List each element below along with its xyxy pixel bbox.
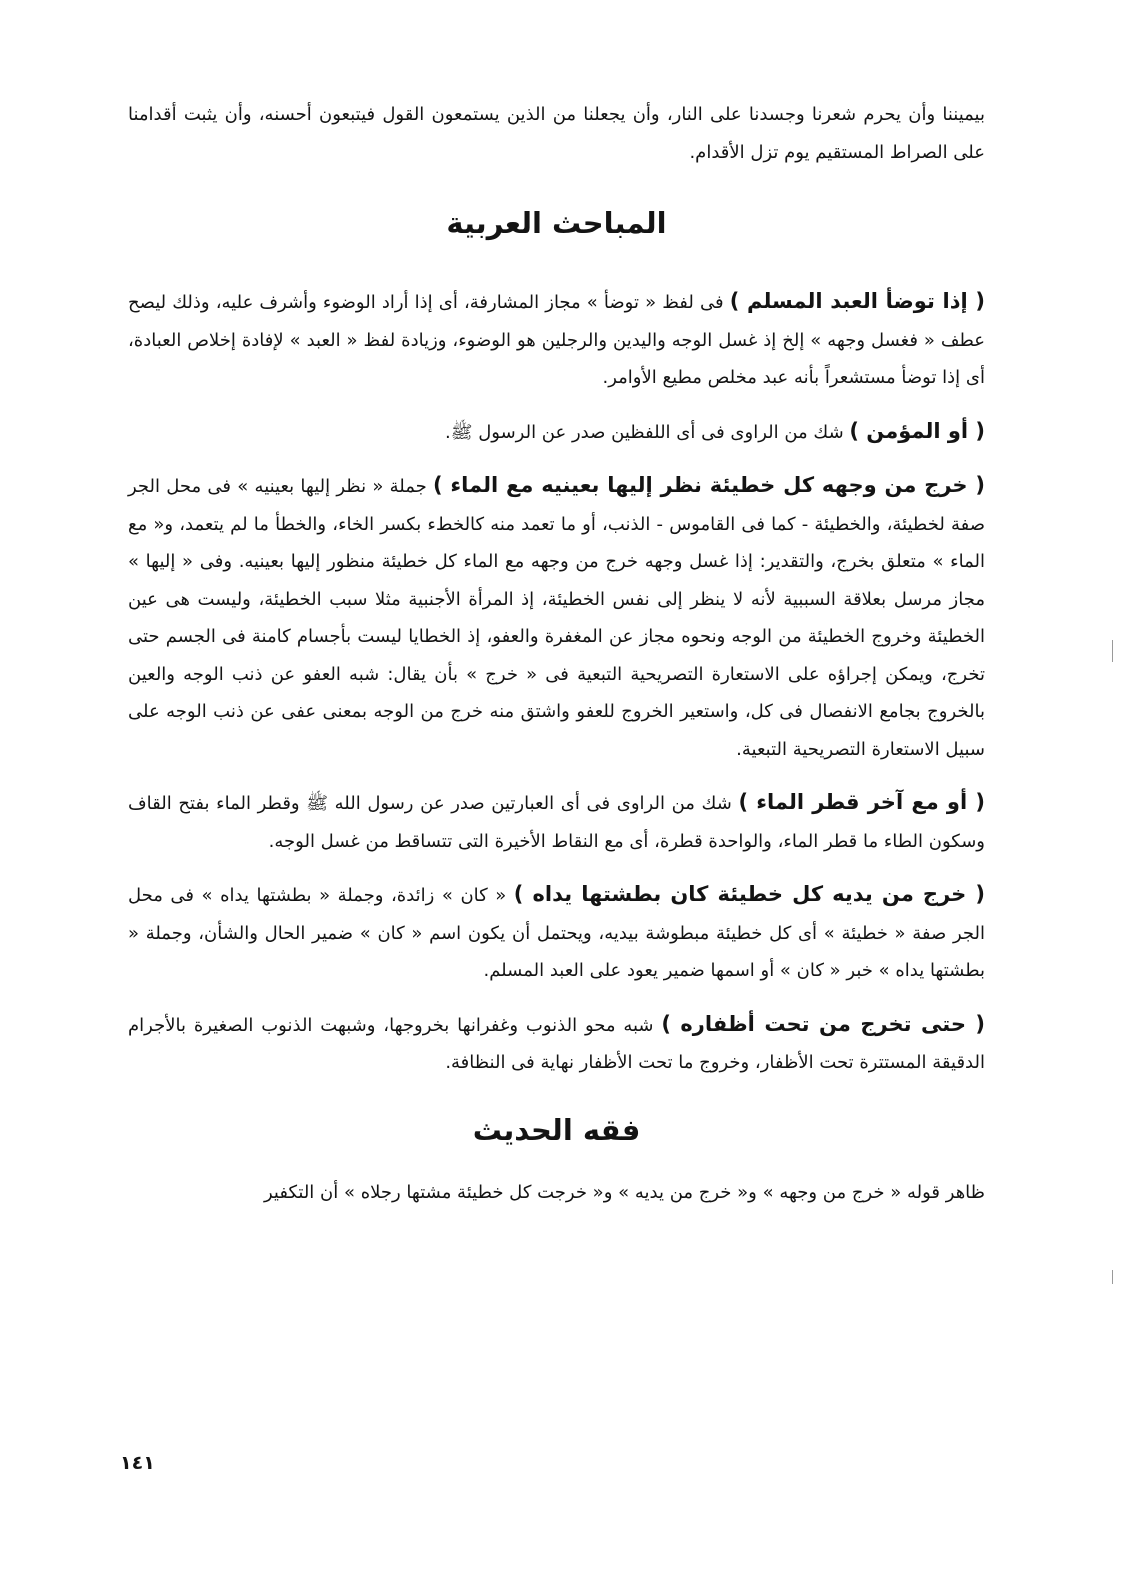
explanation-text-4: شك من الراوى فى أى العبارتين صدر عن رسول الله ﷺ وقطر الماء بفتح القاف وسكون الطاء ما قطر الماء، والواحدة قطرة، أى مع النقاط الأخيرة التى تتساقط من غسل الوجه. bbox=[128, 793, 985, 852]
explanation-item-4 bbox=[128, 784, 985, 860]
explanation-text-5: « كان » زائدة، وجملة « بطشتها يداه » فى محل الجر صفة « خطيئة » أى كل خطيئة مبطوشة بيديه، ويحتمل أن يكون اسم « كان » ضمير الحال والشأن، وجملة « بطشتها يداه » خبر « كان » أو اسمها ضمير يعود على العبد المسلم. bbox=[128, 885, 985, 981]
lemma-1: ( إذا توضأ العبد المسلم ) bbox=[729, 289, 986, 313]
explanation-text-3: جملة « نظر إليها بعينيه » فى محل الجر صفة لخطيئة، والخطيئة - كما فى القاموس - الذنب، أو ما تعمد منه كالخطء بكسر الخاء، والخطأ ما لم يتعمد، و« مع الماء » متعلق بخرج، والتقدير: إذا غسل وجهه خرج من وجهه مع الماء كل خطيئة منظور إليها بعينيه. وفى « إليها » مجاز مرسل بعلاقة السببية لأنه لا ينظر إلى نفس الخطيئة، إذ المرأة الأجنبية مثلا سبب الخطيئة، وليست هى عين الخطيئة وخروج الخطيئة من الوجه ونحوه مجاز عن المغفرة والعفو، إذ الخطايا ليست بأجسام كامنة فى الجسم حتى تخرج، ويمكن إجراؤه على الاستعارة التصريحية التبعية فى « خرج » بأن يقال: شبه العفو عن ذنب الوجه والعين بالخروج بجامع الانفصال فى كل، واستعير الخروج للعفو واشتق منه خرج من الوجه بمعنى عفى عن ذنب الوجه على سبيل الاستعارة التصريحية التبعية. bbox=[128, 476, 985, 760]
lemma-2: ( أو المؤمن ) bbox=[849, 418, 985, 443]
page-body bbox=[128, 96, 985, 1211]
lemma-3: ( خرج من وجهه كل خطيئة نظر إليها بعينيه مع الماء ) bbox=[433, 473, 985, 497]
page-number: ١٤١ bbox=[120, 1452, 155, 1474]
closing-paragraph: ظاهر قوله « خرج من وجهه » و« خرج من يديه » و« خرجت كل خطيئة مشتها رجلاه » أن التكفير bbox=[263, 1181, 985, 1203]
explanation-item-5 bbox=[128, 876, 985, 990]
explanation-item-3 bbox=[128, 467, 985, 768]
lemma-6: ( حتى تخرج من تحت أظفاره ) bbox=[661, 1011, 985, 1036]
lemma-4: ( أو مع آخر قطر الماء ) bbox=[738, 790, 985, 814]
explanation-item-2 bbox=[128, 413, 985, 452]
intro-paragraph: بيميننا وأن يحرم شعرنا وجسدنا على النار، وأن يجعلنا من الذين يستمعون القول فيتبعون أحسنه، وأن يثبت أقدامنا على الصراط المستقيم يوم تزل الأقدام. bbox=[128, 104, 985, 163]
explanation-item-1 bbox=[128, 283, 985, 397]
lemma-5: ( خرج من يديه كل خطيئة كان بطشتها يداه ) bbox=[513, 882, 985, 906]
explanation-item-6 bbox=[128, 1006, 985, 1082]
explanation-text-6: شبه محو الذنوب وغفرانها بخروجها، وشبهت الذنوب الصغيرة بالأجرام الدقيقة المستترة تحت الأظفار، وخروج ما تحت الأظفار نهاية فى النظافة. bbox=[128, 1014, 985, 1073]
heading-arabic-studies: المباحث العربية bbox=[446, 206, 667, 240]
scan-margin-mark bbox=[1112, 1270, 1113, 1284]
scan-margin-mark bbox=[1112, 640, 1113, 662]
heading-hadith-jurisprudence: فقه الحديث bbox=[472, 1112, 641, 1147]
explanation-text-2: شك من الراوى فى أى اللفظين صدر عن الرسول ﷺ. bbox=[445, 421, 850, 443]
explanation-text-1: فى لفظ « توضأ » مجاز المشارفة، أى إذا أراد الوضوء وأشرف عليه، وذلك ليصح عطف « فغسل وجهه » إلخ إذ غسل الوجه واليدين والرجلين هو الوضوء، وزيادة لفظ « العبد » لإفادة إخلاص العبادة، أى إذا توضأ مستشعراً بأنه عبد مخلص مطيع الأوامر. bbox=[128, 292, 985, 388]
